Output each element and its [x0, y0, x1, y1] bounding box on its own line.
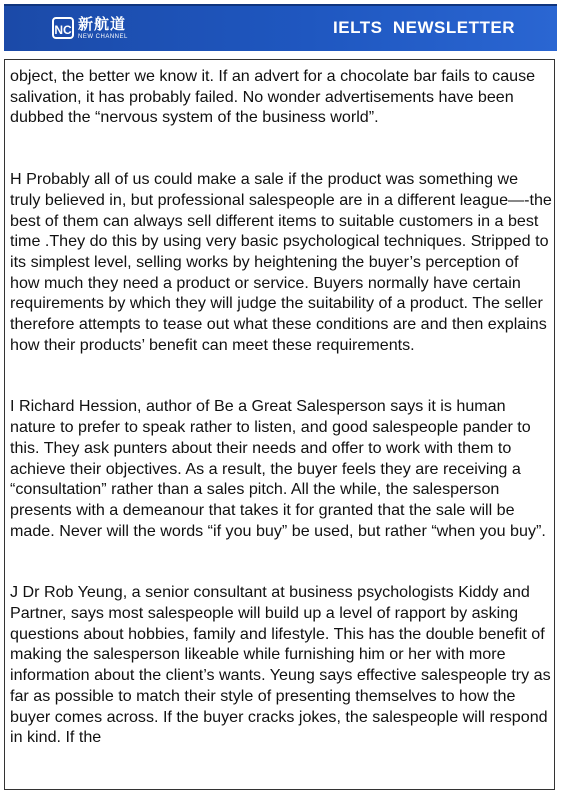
article-body: [4, 59, 555, 790]
new-channel-logo: [52, 14, 128, 42]
paragraph-continued: object, the better we know it. If an advert for a chocolate bar fails to cause salivation, it has probably failed. No wonder advertisements have been dubbed the “nervous system of the business world”.: [10, 67, 536, 127]
logo-mark-icon: NC: [52, 17, 74, 39]
logo-english-name: NEW CHANNEL: [78, 33, 128, 40]
paragraph-h: H Probably all of us could make a sale if the product was something we truly believed in, but professional salespeople are in a different league—-the best of them can always sell different items to suitable customers in a best time .They do this by using very basic psychological techniques. Stripped to its simplest level, selling works by heightening the buyer’s perception of how much they need a product or service. Buyers normally have certain requirements by which they will judge the suitability of a product. The seller therefore attempts to tease out what these conditions are and then explains how their products’ benefit can meet these requirements.: [10, 170, 552, 354]
paragraph-i: I Richard Hession, author of Be a Great Salesperson says it is human nature to prefer to speak rather to listen, and good salespeople pander to this. They ask punters about their needs and offer to work with them to achieve their objectives. As a result, the buyer feels they are receiving a “consultation” rather than a sales pitch. All the while, the salesperson presents with a demeanour that takes it for granted that the sale will be made. Never will the words “if you buy” be used, but rather “when you buy”.: [10, 397, 546, 540]
newsletter-header: [4, 4, 557, 51]
logo-chinese-name: 新航道: [78, 14, 127, 33]
paragraph-gap: [10, 541, 552, 582]
paragraph-j: J Dr Rob Yeung, a senior consultant at business psychologists Kiddy and Partner, says most salespeople will build up a level of rapport by asking questions about hobbies, family and lifestyle. This has the double benefit of making the salesperson likeable while furnishing him or her with more information about the client’s wants. Yeung says effective salespeople try as far as possible to match their style of presenting themselves to how the buyer comes across. If the buyer cracks jokes, the salespeople will respond in kind. If the: [10, 583, 551, 747]
newsletter-title: IELTS NEWSLETTER: [333, 18, 515, 37]
paragraph-gap: [10, 355, 552, 396]
paragraph-gap: [10, 128, 552, 169]
logo-text: [78, 14, 128, 40]
